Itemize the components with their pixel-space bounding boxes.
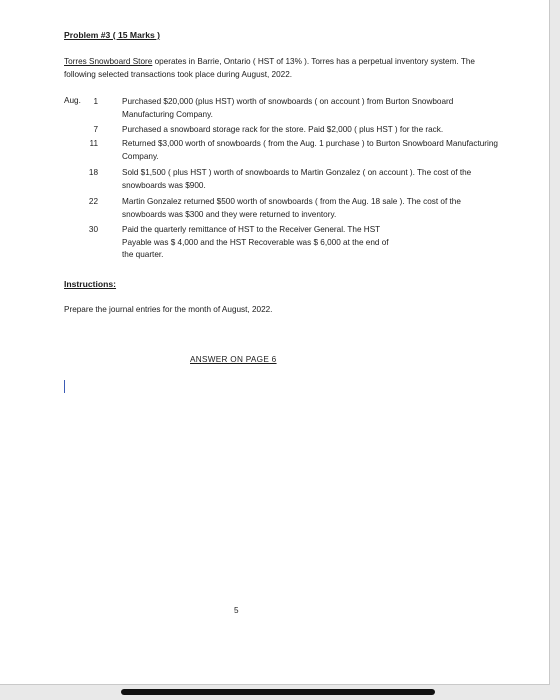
answer-note: ANSWER ON PAGE 6 — [190, 355, 277, 364]
instructions-text: Prepare the journal entries for the month of August, 2022. — [64, 305, 273, 314]
text-cursor[interactable] — [64, 380, 65, 393]
transaction-day: 7 — [93, 125, 98, 134]
transaction-text: Martin Gonzalez returned $500 worth of snowboards ( from the Aug. 18 sale ). The cost of the snowboards was $300 and they were returned to inventory. — [122, 197, 461, 219]
transaction-text: Paid the quarterly remittance of HST to the Receiver General. The HST Payable was $ 4,000 and the HST Recoverable was $ 6,000 at the end of the quarter. — [122, 225, 389, 259]
problem-intro — [64, 56, 494, 81]
page-number: 5 — [234, 606, 239, 615]
transaction-day: 1 — [93, 97, 98, 106]
transaction-day: 22 — [88, 197, 98, 206]
transaction-text: Sold $1,500 ( plus HST ) worth of snowboards to Martin Gonzalez ( on account ). The cost of the snowboards was $900. — [122, 168, 472, 190]
transaction-day: 18 — [88, 168, 98, 177]
problem-heading: Problem #3 ( 15 Marks ) — [64, 30, 161, 40]
transaction-day: 11 — [89, 139, 98, 148]
instructions-heading: Instructions: — [64, 279, 117, 289]
transaction-text: Purchased a snowboard storage rack for the store. Paid $2,000 ( plus HST ) for the rack. — [122, 125, 444, 134]
home-indicator-bar[interactable] — [121, 689, 435, 695]
transaction-day: 30 — [88, 225, 98, 234]
transaction-text: Purchased $20,000 (plus HST) worth of snowboards ( on account ) from Burton Snowboard Manufacturing Company. — [122, 97, 454, 119]
transaction-text: Returned $3,000 worth of snowboards ( from the Aug. 1 purchase ) to Burton Snowboard Manufacturing Company. — [122, 139, 498, 161]
month-label: Aug. — [64, 96, 81, 105]
intro-text: operates in Barrie, Ontario ( HST of 13% ). Torres has a perpetual inventory system. The following selected transactions took place during August, 2022. — [64, 57, 475, 79]
company-name: Torres Snowboard Store — [64, 57, 153, 66]
